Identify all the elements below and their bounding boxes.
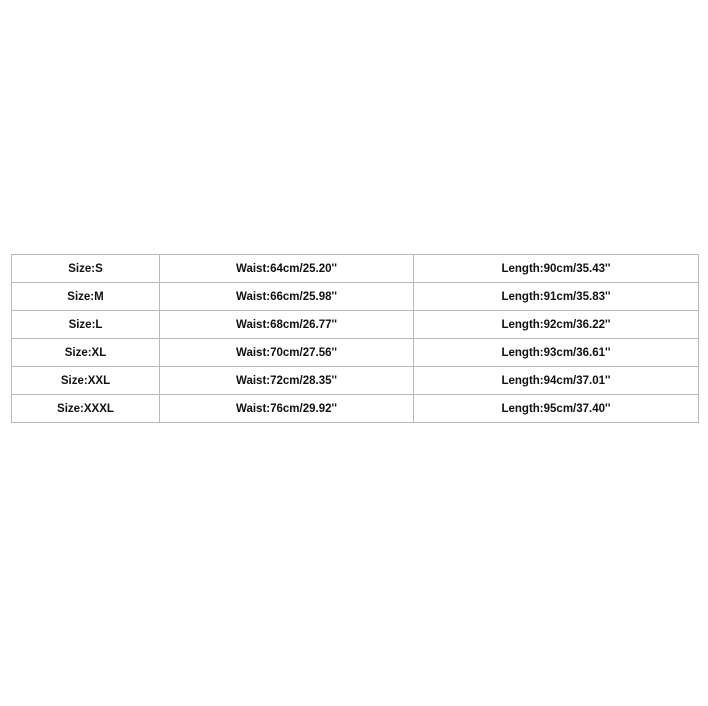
table-row xyxy=(12,339,699,367)
cell-waist: Waist:70cm/27.56'' xyxy=(160,339,414,367)
cell-length: Length:91cm/35.83'' xyxy=(414,283,699,311)
cell-waist: Waist:64cm/25.20'' xyxy=(160,255,414,283)
table-row xyxy=(12,395,699,423)
cell-size: Size:L xyxy=(12,311,160,339)
size-chart-table xyxy=(11,254,699,423)
cell-size: Size:XXL xyxy=(12,367,160,395)
cell-waist: Waist:76cm/29.92'' xyxy=(160,395,414,423)
cell-waist: Waist:66cm/25.98'' xyxy=(160,283,414,311)
cell-length: Length:94cm/37.01'' xyxy=(414,367,699,395)
table-row xyxy=(12,367,699,395)
cell-length: Length:90cm/35.43'' xyxy=(414,255,699,283)
size-chart-body xyxy=(12,255,699,423)
cell-length: Length:92cm/36.22'' xyxy=(414,311,699,339)
cell-size: Size:M xyxy=(12,283,160,311)
cell-waist: Waist:72cm/28.35'' xyxy=(160,367,414,395)
table-row xyxy=(12,255,699,283)
cell-size: Size:XL xyxy=(12,339,160,367)
cell-waist: Waist:68cm/26.77'' xyxy=(160,311,414,339)
cell-length: Length:93cm/36.61'' xyxy=(414,339,699,367)
table-row xyxy=(12,311,699,339)
cell-length: Length:95cm/37.40'' xyxy=(414,395,699,423)
cell-size: Size:XXXL xyxy=(12,395,160,423)
cell-size: Size:S xyxy=(12,255,160,283)
table-row xyxy=(12,283,699,311)
